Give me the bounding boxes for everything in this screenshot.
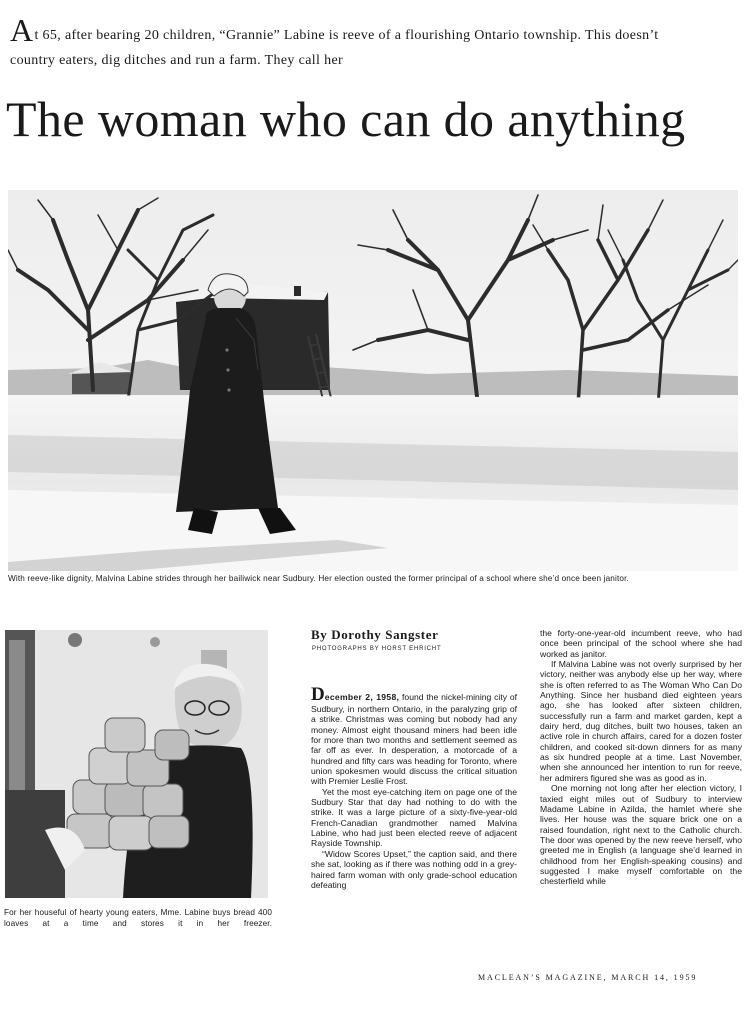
paragraph-text: found the nickel-mining city of Sudbury, in northern Ontario, in the paralyzing grip of a strike. Christmas was coming but nobody had any money. Almost eight thousand miners had been idle for more than two months and settlement seemed as far off as ever. In desperation, a motorcade of a hundred and fifty cars was heading for Toronto, where union spokesmen would discuss the critical situation with Premier Leslie Frost. xyxy=(311,692,517,787)
deck-dropcap: A xyxy=(10,12,34,48)
bread-photo-caption: For her houseful of hearty young eaters, Mme. Labine buys bread 400 loaves at a time and stores it in her freezer. xyxy=(4,908,272,928)
byline: By Dorothy Sangster xyxy=(311,627,439,642)
photo-credit: PHOTOGRAPHS BY HORST EHRICHT xyxy=(312,646,442,652)
bread-photograph xyxy=(5,630,268,898)
paragraph: If Malvina Labine was not overly surprised by her victory, neither was anybody else up her way, where she is often referred to as The Woman Who Can Do Anything. Since her husband died eighteen years ago, she has looked after sixteen children, successfully run a farm and market garden, kept a dairy herd, dug ditches, built two houses, taken an active role in church affairs, cared for a dozen foster children, and cooked sit-down dinners for as many as six hundred people at a time. Last November, when she announced her intention to run for reeve, her admirers figured she was as good as in. xyxy=(540,659,742,783)
deck-text: t 65, after bearing 20 children, “Grannie” Labine is reeve of a flourishing Ontario township. This doesn’t xyxy=(34,28,659,43)
main-photo-caption: With reeve-like dignity, Malvina Labine strides through her bailiwick near Sudbury. Her election ousted the former principal of a school where she’d once been janitor. xyxy=(8,574,629,583)
paragraph: the forty-one-year-old incumbent reeve, who had once been principal of the school where she had worked as janitor. xyxy=(540,628,742,659)
deck-line-2: country eaters, dig ditches and run a farm. They call her xyxy=(10,53,344,68)
paragraph xyxy=(311,685,517,787)
paragraph: “Widow Scores Upset,” the caption said, and there she sat, looking as if there was nothing odd in a grey-haired farm woman with only grade-school education defeating xyxy=(311,848,517,890)
main-photograph xyxy=(8,190,738,571)
paragraph: Yet the most eye-catching item on page one of the Sudbury Star that day had nothing to do with the strike. It was a large picture of a sixty-five-year-old French-Canadian grandmother named Malvina Labine, who had just been elected reeve of adjacent Rayside Township. xyxy=(311,786,517,849)
dateline: ecember 2, 1958, xyxy=(324,692,400,702)
article-dropcap: D xyxy=(311,685,325,705)
article-column-1 xyxy=(311,685,517,935)
paragraph: One morning not long after her election victory, I taxied eight miles out of Sudbury to interview Madame Labine in Azilda, the hamlet where she lives. Her house was the square brick one on a raised foundation, right next to the Catholic church. The door was opened by the new reeve herself, who greeted me in English (a language she’d learned in childhood from her English-speaking cousins) and suggested I make myself comfortable on the chesterfield while xyxy=(540,783,742,887)
headline: The woman who can do anything xyxy=(6,91,686,147)
article-column-2 xyxy=(540,628,742,933)
page-footer: MACLEAN’S MAGAZINE, MARCH 14, 1959 xyxy=(478,973,698,982)
deck-line-1 xyxy=(10,14,751,46)
